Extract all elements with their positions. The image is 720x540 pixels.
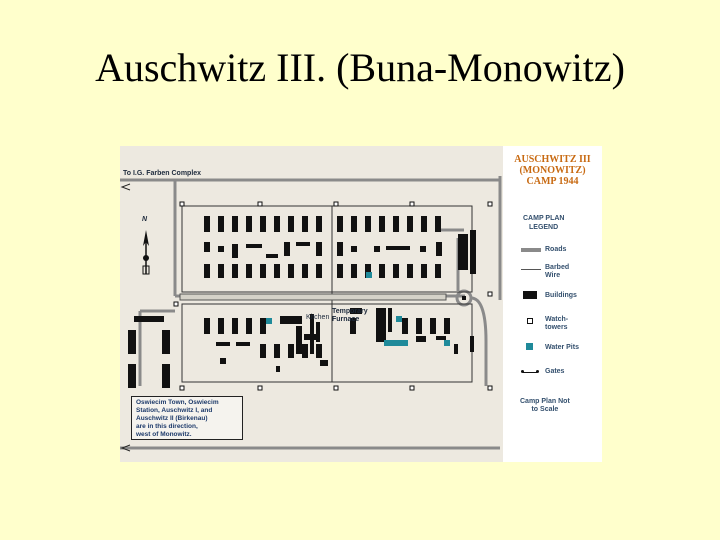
barracks-building [218,264,224,278]
barracks-building [218,318,224,334]
building [470,230,476,274]
barracks-building [435,264,441,278]
barracks-building [246,216,252,232]
barracks-building [274,216,280,232]
kitchen-label: Kitchen [306,314,330,321]
building [388,308,392,332]
building [316,322,320,342]
barracks-building [232,318,238,334]
water-pit [444,340,450,346]
building [216,342,230,346]
north-label: N [142,216,148,223]
barracks-building [393,216,399,232]
building [220,358,226,364]
barracks-building [204,264,210,278]
barracks-building [416,318,422,334]
building [351,246,357,252]
barracks-building [351,264,357,278]
water-pit [402,340,408,346]
barracks-building [204,216,210,232]
barracks-building [337,216,343,232]
barracks-building [302,344,308,358]
legend-title-line-3: CAMP 1944 [526,176,579,187]
legend-title-line-1: AUSCHWITZ III [514,154,591,165]
watchtower-icon [258,202,262,206]
watchtower-icon [180,202,184,206]
barracks-building [407,264,413,278]
barracks-building [302,216,308,232]
barracks-building [204,318,210,334]
watchtower-icon [488,386,492,390]
direction-note: Oswiecim Town, Oswiecim Station, Auschwitz I, and Auschwitz II (Birkenau) are in this direction, west of Monowitz. [131,396,243,440]
water-pit-icon [526,343,533,350]
barracks-building [435,216,441,232]
watchtower-icon [334,202,338,206]
barracks-building [393,264,399,278]
building [454,344,458,354]
watchtower-icon [488,292,492,296]
barracks-building [351,216,357,232]
barracks-building [379,264,385,278]
building [436,242,442,256]
building [316,242,322,256]
water-pit [396,340,402,346]
north-arrow-icon [143,255,149,261]
legend-title-line-2: (MONOWITZ) [519,165,586,176]
water-pit [384,340,390,346]
barbed-wire-line-icon [521,269,541,270]
barracks-building [274,344,280,358]
building-swatch-icon [523,291,537,299]
barracks-building [218,216,224,232]
legend-label-barbed-wire: Barbed Wire [545,264,570,279]
building [128,330,136,354]
barracks-building [246,318,252,334]
building [134,316,164,322]
barracks-building [288,264,294,278]
barracks-building [316,344,322,358]
building [246,244,262,248]
watchtower-icon [410,386,414,390]
water-pit [366,272,372,278]
legend-label-water-pits: Water Pits [545,344,579,351]
watchtower-icon [258,386,262,390]
watchtower-icon [410,202,414,206]
building [280,316,302,324]
barbed-wire-fence [182,206,472,292]
building [276,366,280,372]
legend-header-line-1: CAMP PLAN [523,215,565,222]
building [374,246,380,252]
water-pit [396,316,402,322]
barracks-building [379,216,385,232]
legend-label-roads: Roads [545,246,567,253]
direction-arrow-icon [122,184,130,190]
building [376,308,386,342]
road-swatch-icon [521,248,541,252]
barracks-building [402,318,408,334]
building [458,234,468,270]
barracks-building [274,264,280,278]
barracks-building [316,264,322,278]
building [128,364,136,388]
watchtower-icon [334,386,338,390]
building [462,296,466,300]
building [416,336,426,342]
legend-panel [503,146,602,462]
barracks-building [302,264,308,278]
watchtower-icon [174,302,178,306]
building [296,242,310,246]
slide-title: Auschwitz III. (Buna-Monowitz) [95,45,625,90]
barracks-building [232,216,238,232]
central-road-strip [180,294,446,300]
watchtower-icon [180,386,184,390]
barracks-building [260,216,266,232]
barracks-building [288,344,294,358]
barracks-building [430,318,436,334]
barracks-building [337,264,343,278]
watchtower-icon [488,202,492,206]
water-pit [266,318,272,324]
barracks-building [232,264,238,278]
building [162,364,170,388]
legend-label-gates: Gates [545,368,565,375]
barracks-building [421,264,427,278]
building [162,330,170,354]
building [232,244,238,258]
barracks-building [260,264,266,278]
building [337,242,343,256]
water-pit [390,340,396,346]
barracks-building [260,318,266,334]
building [436,336,446,340]
barracks-building [407,216,413,232]
legend-header-line-2: LEGEND [529,224,559,231]
building [320,360,328,366]
barracks-building [260,344,266,358]
gate-icon [523,372,537,373]
building [470,336,474,352]
barracks-building [316,216,322,232]
building [420,246,426,252]
barracks-building [288,216,294,232]
building [296,326,302,354]
barracks-building [421,216,427,232]
barracks-building [365,216,371,232]
building [284,242,290,256]
watchtower-icon [527,318,533,324]
building [386,246,410,250]
legend-footer: Camp Plan Not to Scale [520,398,570,413]
building [236,342,250,346]
top-road-label: To I.G. Farben Complex [123,170,202,177]
building [218,246,224,252]
barracks-building [246,264,252,278]
furnace-label: Temporary Furnace [332,308,368,323]
legend-label-buildings: Buildings [545,292,577,299]
barracks-building [444,318,450,334]
legend-label-watchtowers: Watch- towers [545,316,569,331]
building [266,254,278,258]
building [204,242,210,252]
